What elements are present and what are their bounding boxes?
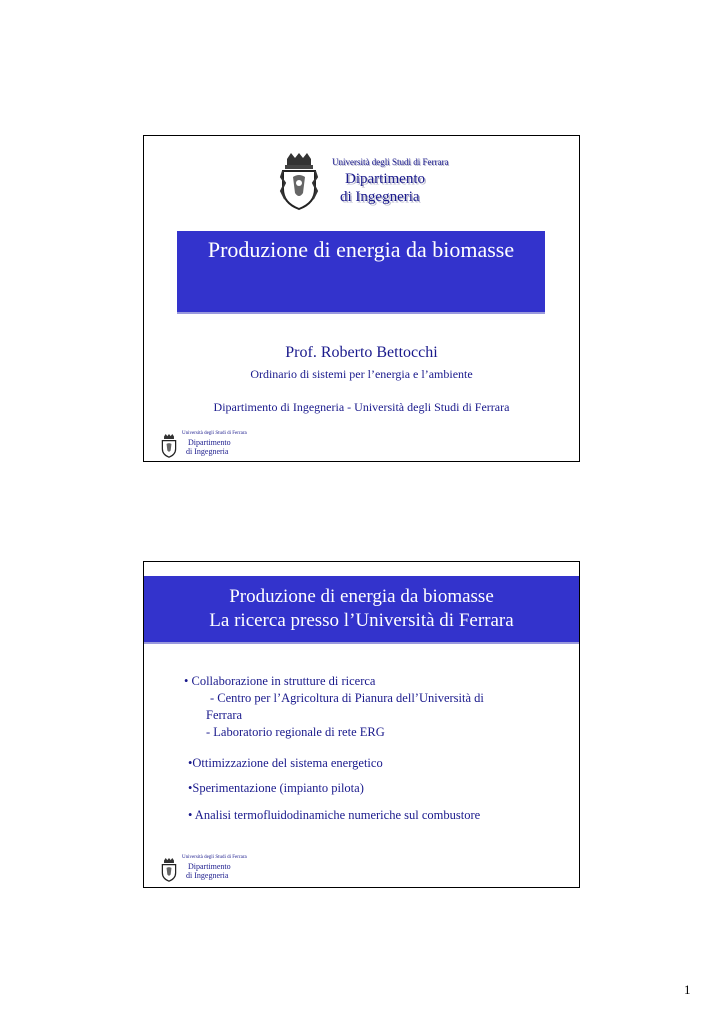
slide-title: Produzione di energia da biomasse	[207, 237, 515, 262]
page-number: 1	[684, 982, 691, 997]
sub-bullet-item: - Laboratorio regionale di rete ERG	[206, 725, 385, 739]
author-role: Ordinario di sistemi per l’energia e l’ambiente	[250, 367, 473, 381]
bullet-item: •Ottimizzazione del sistema energetico	[188, 756, 383, 770]
author-name: Prof. Roberto Bettocchi	[285, 344, 438, 361]
footer-dept-line2: di Ingegneria	[186, 871, 229, 880]
bullet-item: • Analisi termofluidodinamiche numeriche sul combustore	[188, 808, 481, 822]
department-logo-line2: di Ingegneria	[340, 189, 420, 205]
university-crest-icon	[160, 434, 178, 458]
footer-university-name: Università degli Studi di Ferrara	[182, 431, 247, 436]
slide-title-line1: Produzione di energia da biomasse	[229, 586, 494, 607]
footer-dept-line1: Dipartimento	[188, 438, 231, 447]
university-name: Università degli Studi di Ferrara	[332, 157, 449, 167]
bullet-item: • Collaborazione in strutture di ricerca	[184, 674, 376, 688]
footer-logo	[160, 855, 247, 885]
footer-dept-line2: di Ingegneria	[186, 447, 229, 456]
slide-body	[144, 562, 579, 887]
bullet-item: •Sperimentazione (impianto pilota)	[188, 781, 364, 795]
footer-university-name: Università degli Studi di Ferrara	[182, 855, 247, 860]
department-affiliation: Dipartimento di Ingegneria - Università degli Studi di Ferrara	[213, 400, 510, 414]
footer-logo	[160, 431, 247, 461]
slide-1	[143, 135, 580, 462]
slide-title-line2: La ricerca presso l’Università di Ferrara	[209, 610, 514, 631]
slide-2	[143, 561, 580, 888]
footer-dept-line1: Dipartimento	[188, 862, 231, 871]
university-crest-icon	[160, 858, 178, 882]
sub-bullet-item: - Centro per l’Agricoltura di Pianura dell’Università di	[210, 691, 484, 705]
department-logo-line1: Dipartimento	[345, 171, 425, 187]
slide-title-box	[177, 231, 545, 314]
sub-bullet-continuation: Ferrara	[206, 708, 243, 722]
university-crest-icon	[279, 153, 319, 211]
